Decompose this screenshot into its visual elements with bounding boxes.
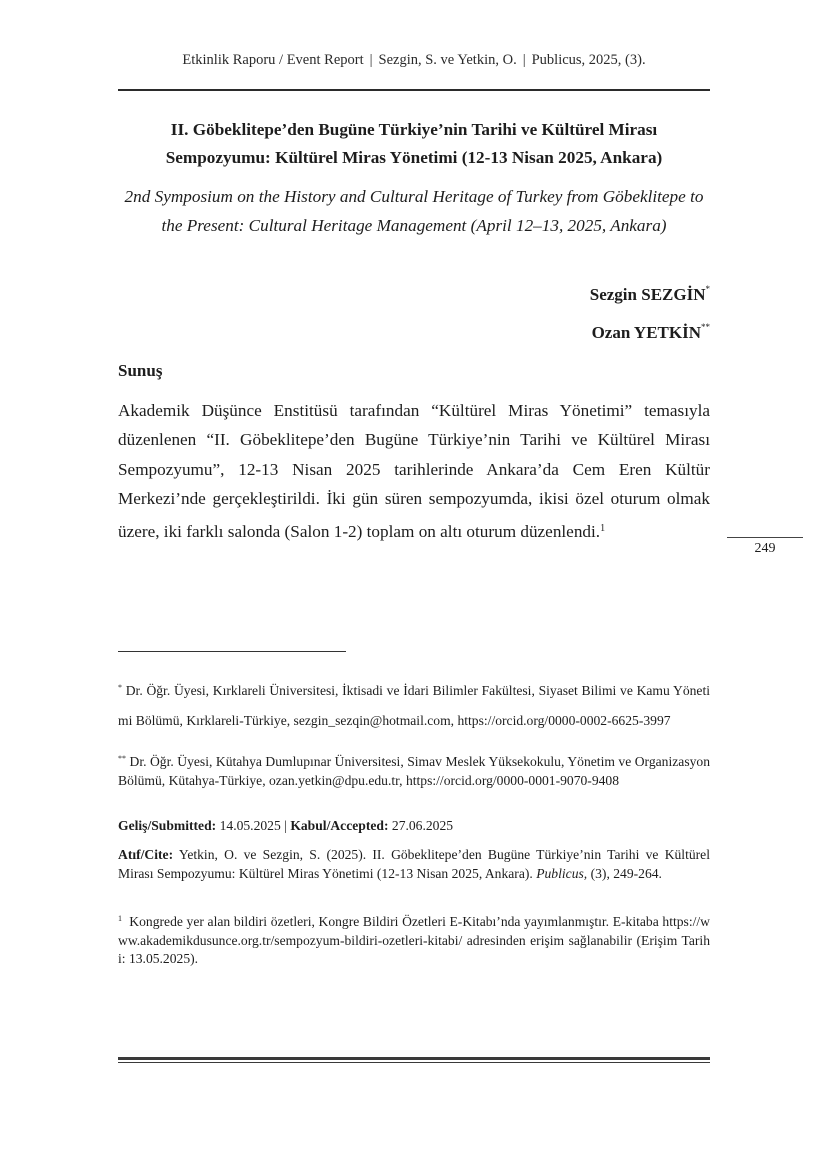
footnote-1-text: Kongrede yer alan bildiri özetleri, Kongre Bildiri Özetleri E-Kitabı’nda yayımlanmıştır. E-kitaba https://www.akademikdusunce.org.tr/sempozyum-bildiri-ozetleri-kitabi/ adresinden erişim sağlanabilir (Erişim Tarihi: 13.05.2025). <box>118 914 710 966</box>
accepted-date: 27.06.2025 <box>391 818 454 833</box>
body-paragraph <box>118 396 710 546</box>
author-2 <box>592 322 710 343</box>
author-2-mark: ** <box>701 322 710 332</box>
running-head-authors: Sezgin, S. ve Yetkin, O. <box>378 52 517 68</box>
body-paragraph-text: Akademik Düşünce Enstitüsü tarafından “Kültürel Miras Yönetimi” temasıyla düzenlenen “II. Göbeklitepe’den Bugüne Türkiye’nin Tarihi ve Kültürel Mirası Sempozyumu”, 12-13 Nisan 2025 tarihlerinde Ankara’da Cem Eren Kültür Merkezi’nde gerçekleştirildi. İki gün süren sempozyumda, ikisi özel oturum olmak üzere, iki farklı salonda (Salon 1-2) toplam on altı oturum düzenlendi. <box>118 401 710 541</box>
footnote-author-2-mark: ** <box>118 754 126 763</box>
section-heading: Sunuş <box>118 361 163 380</box>
submission-dates: Geliş/Submitted: 14.05.2025 | Kabul/Accepted: 27.06.2025 <box>118 818 454 833</box>
title-english: 2nd Symposium on the History and Cultural Heritage of Turkey from Göbeklitepe to the Present: Cultural Heritage Management (April 12–13, 2025, Ankara) <box>124 187 704 235</box>
submitted-label: Geliş/Submitted: <box>118 818 217 833</box>
footer-rule-thick <box>118 1057 710 1060</box>
footer-rule-thin <box>118 1062 710 1063</box>
footnote-rule <box>118 651 346 652</box>
submitted-date: 14.05.2025 <box>219 818 281 833</box>
title-turkish: II. Göbeklitepe’den Bugüne Türkiye’nin Tarihi ve Kültürel Mirası Sempozyumu: Kültürel Miras Yönetimi (12-13 Nisan 2025, Ankara) <box>165 120 663 167</box>
running-head-label: Etkinlik Raporu / Event Report <box>182 52 364 68</box>
footnote-author-1-text: Dr. Öğr. Üyesi, Kırklareli Üniversitesi, İktisadi ve İdari Bilimler Fakültesi, Siyaset Bilimi ve Kamu Yönetimi Bölümü, Kırklareli-Türkiye, sezgin_sezqin@hotmail.com, https://orcid.org/0000-0002-6625-3997 <box>118 683 711 728</box>
author-1 <box>590 284 710 305</box>
accepted-label: Kabul/Accepted: <box>290 818 389 833</box>
page-number: 249 <box>754 541 776 556</box>
cite-pages: (3), 249-264. <box>590 865 662 881</box>
author-2-name: Ozan YETKİN <box>591 323 701 342</box>
cite-label: Atıf/Cite: <box>118 847 174 862</box>
author-1-name: Sezgin SEZGİN <box>589 285 706 304</box>
running-head: Etkinlik Raporu / Event Report | Sezgin, S. ve Yetkin, O. | Publicus, 2025, (3). <box>182 52 646 68</box>
cite-journal: Publicus, <box>536 865 588 881</box>
footnote-1-mark: 1 <box>118 914 122 923</box>
footnote-author-2-text: Dr. Öğr. Üyesi, Kütahya Dumlupınar Üniversitesi, Simav Meslek Yüksekokulu, Yönetim ve Organizasyon Bölümü, Kütahya-Türkiye, ozan.yetkin@dpu.edu.tr, https://orcid.org/0000-0001-9070-9408 <box>118 754 710 788</box>
header-rule <box>118 89 710 91</box>
running-head-journal: Publicus, 2025, (3). <box>531 52 646 68</box>
footnote-author-1 <box>118 673 710 736</box>
footnote-1 <box>118 910 710 969</box>
margin-rule <box>727 537 803 538</box>
footnote-author-2 <box>118 750 710 790</box>
author-1-mark: * <box>705 284 710 294</box>
cite-text: Yetkin, O. ve Sezgin, S. (2025). II. Göbeklitepe’den Bugüne Türkiye’nin Tarihi ve Kültürel Mirası Sempozyumu: Kültürel Miras Yönetimi (12-13 Nisan 2025, Ankara). <box>118 847 710 881</box>
citation <box>118 846 710 883</box>
footnote-author-1-mark: * <box>118 683 122 692</box>
footnote-ref-1[interactable]: 1 <box>600 522 606 534</box>
